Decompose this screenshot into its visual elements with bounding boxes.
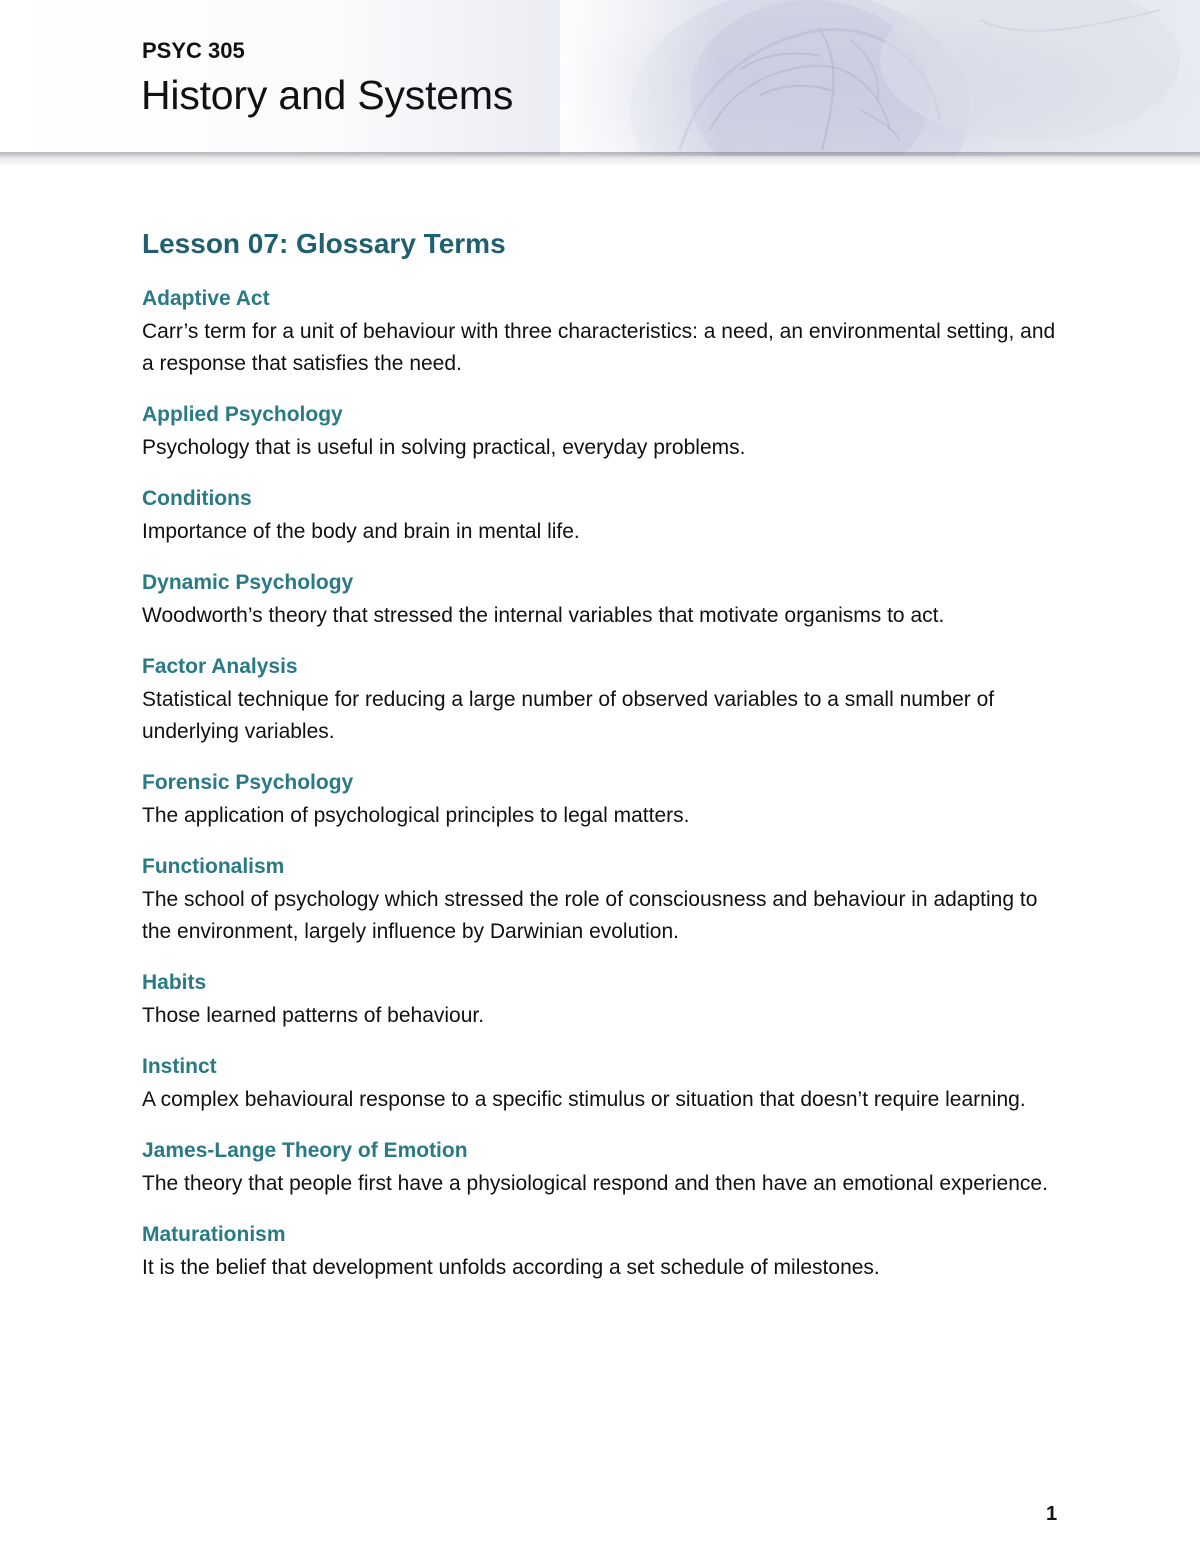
term-definition: A complex behavioural response to a specific stimulus or situation that doesn’t require learning.: [142, 1088, 1026, 1111]
course-title: History and Systems: [141, 72, 514, 118]
glossary-entry: [142, 652, 1062, 748]
brain-illustration: [560, 0, 1200, 156]
term-name: Forensic Psychology: [142, 771, 354, 794]
term-name: Adaptive Act: [142, 287, 270, 310]
glossary-entry: [142, 852, 1062, 948]
term-definition: Statistical technique for reducing a large number of observed variables to a small number of underlying variables.: [142, 688, 995, 743]
glossary-entry: [142, 1136, 1062, 1200]
term-definition: Importance of the body and brain in mental life.: [142, 520, 580, 543]
term-definition: The school of psychology which stressed the role of consciousness and behaviour in adapting to the environment, largely influence by Darwinian evolution.: [142, 888, 1038, 943]
glossary-content: [142, 226, 1062, 1304]
term-definition: Carr’s term for a unit of behaviour with three characteristics: a need, an environmental setting, and a response that satisfies the need.: [142, 320, 1056, 375]
glossary-entry: [142, 1052, 1062, 1116]
term-definition: The theory that people first have a physiological respond and then have an emotional experience.: [142, 1172, 1048, 1195]
term-definition: Psychology that is useful in solving practical, everyday problems.: [142, 436, 746, 459]
glossary-entry: [142, 484, 1062, 548]
term-name: Maturationism: [142, 1223, 286, 1246]
glossary-entry: [142, 968, 1062, 1032]
course-code: PSYC 305: [142, 38, 245, 63]
term-definition: Those learned patterns of behaviour.: [142, 1004, 485, 1027]
glossary-entry: [142, 1220, 1062, 1284]
glossary-entry: [142, 568, 1062, 632]
term-definition: Woodworth’s theory that stressed the internal variables that motivate organisms to act.: [142, 604, 945, 627]
term-name: Habits: [142, 971, 207, 994]
term-name: Conditions: [142, 487, 252, 510]
glossary-entry: [142, 284, 1062, 380]
term-name: Functionalism: [142, 855, 285, 878]
term-name: Applied Psychology: [142, 403, 343, 426]
term-name: James-Lange Theory of Emotion: [142, 1139, 468, 1162]
header-banner: [0, 0, 1200, 156]
term-name: Instinct: [142, 1055, 217, 1078]
lesson-heading: Lesson 07: Glossary Terms: [142, 228, 506, 259]
page-number: 1: [1046, 1503, 1058, 1525]
term-name: Dynamic Psychology: [142, 571, 354, 594]
glossary-entry: [142, 768, 1062, 832]
term-definition: The application of psychological principles to legal matters.: [142, 804, 690, 827]
header-shadow: [0, 152, 1200, 166]
glossary-entry: [142, 400, 1062, 464]
term-name: Factor Analysis: [142, 655, 298, 678]
term-definition: It is the belief that development unfolds according a set schedule of milestones.: [142, 1256, 880, 1279]
